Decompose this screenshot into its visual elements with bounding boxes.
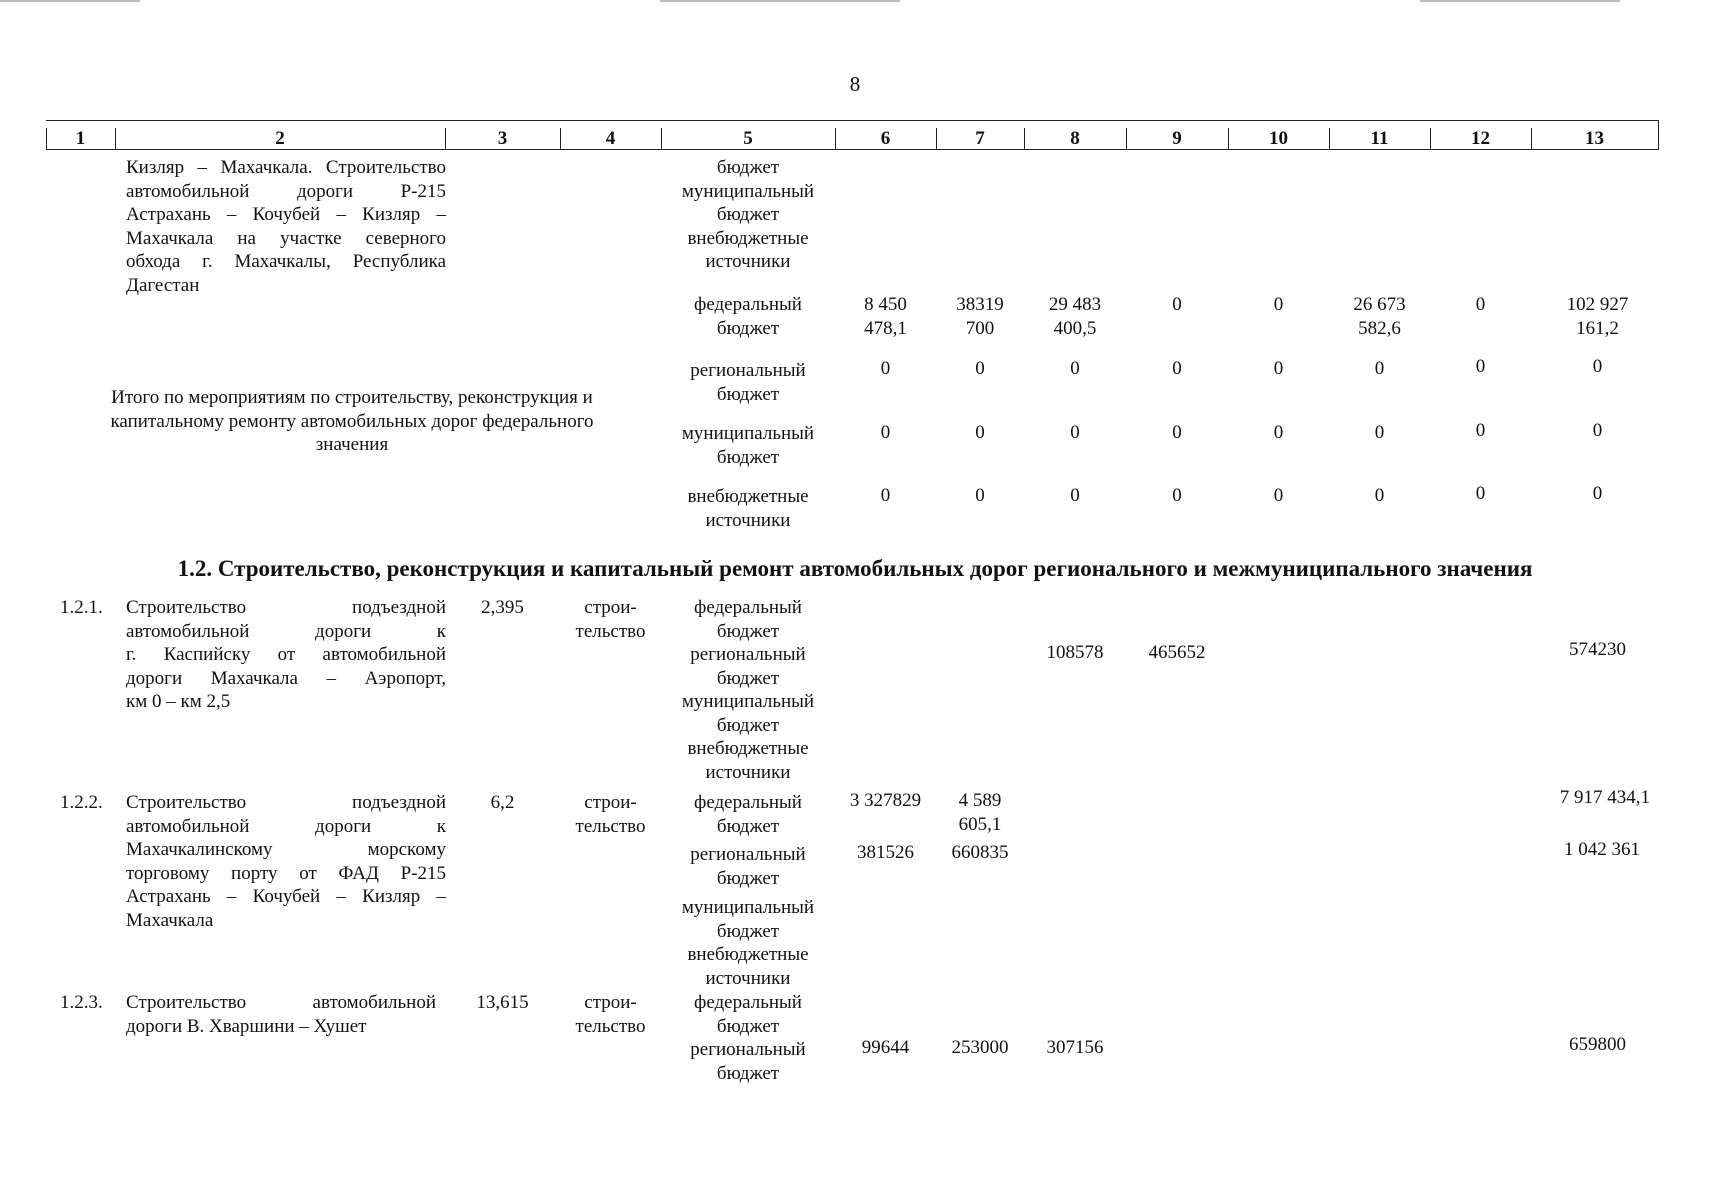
source-line: бюджет	[716, 1015, 780, 1037]
source-line: внебюджетные	[687, 486, 809, 507]
source-line: региональный	[690, 360, 806, 381]
item-number: 1.2.2.	[60, 792, 103, 813]
header-col-5: 5	[743, 128, 753, 149]
value-line: 582,6	[1358, 317, 1401, 339]
source-line: бюджет	[716, 317, 780, 339]
cell-col7: 253000	[951, 1037, 1009, 1058]
cell-col8: 0	[1070, 485, 1080, 506]
cell-col11: 0	[1374, 485, 1385, 506]
desc-line: Астрахань – Кочубей – Кизляр –	[126, 886, 446, 907]
source-line: бюджет	[716, 157, 780, 178]
desc-line: автомобильной дороги к	[126, 620, 446, 642]
source-line: муниципальный	[681, 423, 815, 444]
cell-col13: 659800	[1569, 1034, 1626, 1055]
cell-col7	[936, 789, 1024, 836]
item-description	[126, 991, 436, 1038]
cell-col6: 381526	[857, 842, 914, 863]
cell-col6	[835, 293, 936, 340]
cell-col8: 0	[1070, 358, 1080, 379]
cell-col13: 0	[1592, 356, 1603, 377]
header-col-6: 6	[880, 128, 891, 149]
desc-line: Махачкала	[126, 909, 214, 931]
cell-col9: 0	[1172, 485, 1182, 506]
source-line: источники	[705, 509, 791, 531]
cell-col13	[1545, 293, 1650, 340]
header-col-8: 8	[1070, 128, 1080, 149]
cell-col6: 0	[880, 485, 891, 506]
cell-col10: 0	[1273, 485, 1284, 506]
type-line: строи-	[584, 992, 637, 1013]
desc-line: Махачкалинскому морскому	[126, 839, 446, 860]
header-col-7: 7	[975, 128, 985, 149]
value-line: 700	[965, 317, 995, 339]
desc-line: Строительство автомобильной	[126, 992, 436, 1013]
cell-col13: 0	[1592, 483, 1603, 504]
type-line: тельство	[575, 1015, 646, 1037]
source-line: федеральный	[694, 792, 802, 813]
total-label	[82, 386, 622, 457]
header-col-2: 2	[275, 128, 285, 149]
carry-desc-line: Дагестан	[126, 274, 200, 296]
source-line: федеральный	[694, 597, 802, 618]
cell-col12: 0	[1475, 294, 1486, 315]
item-work-type	[560, 596, 661, 643]
source-line: бюджет	[716, 204, 780, 225]
desc-line: дороги Махачкала – Аэропорт,	[126, 667, 446, 689]
item-number: 1.2.1.	[60, 597, 103, 618]
header-col-11: 11	[1370, 128, 1389, 149]
cell-col6: 99644	[861, 1037, 910, 1058]
header-col-10: 10	[1269, 128, 1288, 149]
cell-col9: 0	[1172, 422, 1182, 443]
cell-col11	[1329, 293, 1430, 340]
value-line: 4 589	[958, 790, 1002, 811]
carry-desc-line: Махачкала на участке северного	[126, 227, 446, 249]
item-length: 6,2	[490, 792, 515, 813]
carry-desc-line: автомобильной дороги Р-215	[126, 180, 446, 202]
cell-col6: 0	[880, 422, 891, 443]
source-line: муниципальный	[681, 897, 815, 918]
cell-col12: 0	[1475, 483, 1486, 504]
source-line: источники	[705, 967, 791, 989]
source-line: бюджет	[716, 815, 780, 837]
desc-line: дороги В. Хваршини – Хушет	[126, 1015, 367, 1037]
desc-line: г. Каспийску от автомобильной	[126, 644, 446, 665]
type-line: строи-	[584, 792, 637, 813]
desc-line: автомобильной дороги к	[126, 815, 446, 837]
header-col-9: 9	[1172, 128, 1182, 149]
item-sources	[661, 991, 835, 1085]
carry-desc-line: Кизляр – Махачкала. Строительство	[126, 157, 446, 178]
cell-col8: 108578	[1046, 642, 1104, 663]
total-label-line: капитальному ремонту автомобильных дорог федерального	[110, 410, 594, 432]
source-line: региональный	[690, 1039, 806, 1060]
cell-col8	[1024, 293, 1126, 340]
value-line: 102 927	[1566, 294, 1629, 315]
cell-col8: 0	[1070, 422, 1080, 443]
source-line: внебюджетные	[687, 227, 809, 249]
item-length: 13,615	[476, 992, 529, 1013]
item-work-type	[560, 791, 661, 838]
cell-col10: 0	[1273, 294, 1284, 315]
cell-col12: 0	[1475, 356, 1486, 377]
value-line: 8 450	[864, 294, 907, 315]
item-description	[126, 791, 446, 932]
value-line: 161,2	[1576, 317, 1619, 339]
value-line: 29 483	[1048, 294, 1102, 315]
cell-col13: 1 042 361	[1564, 839, 1640, 860]
source-line: федеральный	[694, 294, 802, 315]
item-work-type	[560, 991, 661, 1038]
source-line: бюджет	[716, 867, 780, 889]
source-line: бюджет	[716, 920, 780, 942]
cell-col7: 660835	[951, 842, 1009, 863]
cell-col9: 0	[1172, 358, 1182, 379]
cell-col13: 0	[1592, 420, 1603, 441]
cell-col9: 0	[1172, 294, 1182, 315]
total-label-line: Итого по мероприятиям по строительству, реконструкция и	[111, 387, 593, 408]
item-source-other	[661, 896, 835, 990]
value-line: 38319	[956, 294, 1004, 315]
carry-desc-line: Астрахань – Кочубей – Кизляр –	[126, 204, 446, 225]
cell-col6: 0	[880, 358, 891, 379]
type-line: тельство	[575, 815, 646, 837]
item-description	[126, 596, 446, 714]
cell-col7	[936, 293, 1024, 340]
cell-col13: 7 917 434,1	[1559, 787, 1650, 808]
scan-artifact	[1420, 0, 1620, 2]
header-col-12: 12	[1471, 128, 1490, 149]
cell-col8: 307156	[1046, 1037, 1104, 1058]
desc-line: км 0 – км 2,5	[126, 691, 231, 712]
header-col-1: 1	[75, 128, 86, 149]
carry-description	[126, 156, 446, 297]
desc-line: Строительство подъездной	[126, 792, 446, 813]
source-line: муниципальный	[681, 180, 815, 202]
source-line: бюджет	[716, 446, 780, 468]
source-line: источники	[705, 761, 791, 783]
item-source-federal	[661, 791, 835, 838]
cell-col12: 0	[1475, 420, 1486, 441]
value-line: 605,1	[958, 813, 1002, 835]
cell-col11: 0	[1374, 358, 1385, 379]
cell-col10: 0	[1273, 422, 1284, 443]
type-line: строи-	[584, 597, 637, 618]
total-label-line: значения	[315, 434, 389, 455]
source-line: бюджет	[716, 667, 780, 689]
scan-artifact	[0, 0, 140, 2]
section-heading: 1.2. Строительство, реконструкция и капитальный ремонт автомобильных дорог регионального и межмуниципального значения	[177, 556, 1533, 581]
carry-desc-line: обхода г. Махачкалы, Республика	[126, 251, 446, 272]
cell-col6: 3 327829	[849, 790, 922, 811]
item-sources	[661, 596, 835, 784]
source-line: внебюджетные	[687, 738, 809, 759]
source-line: бюджет	[716, 714, 780, 736]
header-col-13: 13	[1585, 128, 1604, 149]
source-line: бюджет	[716, 620, 780, 642]
item-source-regional	[661, 843, 835, 890]
cell-col13: 574230	[1569, 639, 1626, 660]
scan-artifact	[660, 0, 900, 2]
source-line: бюджет	[716, 1062, 780, 1084]
source-line: федеральный	[694, 992, 802, 1013]
item-length: 2,395	[481, 597, 524, 618]
header-col-4: 4	[605, 128, 616, 149]
source-line: внебюджетные	[687, 944, 809, 965]
source-line: источники	[705, 251, 791, 272]
desc-line: Строительство подъездной	[126, 597, 446, 618]
cell-col11: 0	[1374, 422, 1385, 443]
cell-col10: 0	[1273, 358, 1284, 379]
header-col-3: 3	[497, 128, 508, 149]
desc-line: торговому порту от ФАД Р-215	[126, 862, 446, 884]
carry-source	[661, 156, 835, 274]
item-number: 1.2.3.	[60, 992, 103, 1013]
value-line: 400,5	[1053, 317, 1097, 339]
value-line: 478,1	[864, 317, 907, 339]
source-line: бюджет	[716, 383, 780, 405]
source-line: региональный	[690, 844, 806, 865]
value-line: 26 673	[1353, 294, 1406, 315]
cell-col9: 465652	[1148, 642, 1206, 663]
source-line: муниципальный	[681, 691, 815, 712]
page-number: 8	[849, 72, 861, 96]
type-line: тельство	[575, 620, 646, 642]
cell-col7: 0	[975, 422, 985, 443]
source-line: региональный	[690, 644, 806, 665]
cell-col7: 0	[975, 485, 985, 506]
cell-col7: 0	[975, 358, 985, 379]
